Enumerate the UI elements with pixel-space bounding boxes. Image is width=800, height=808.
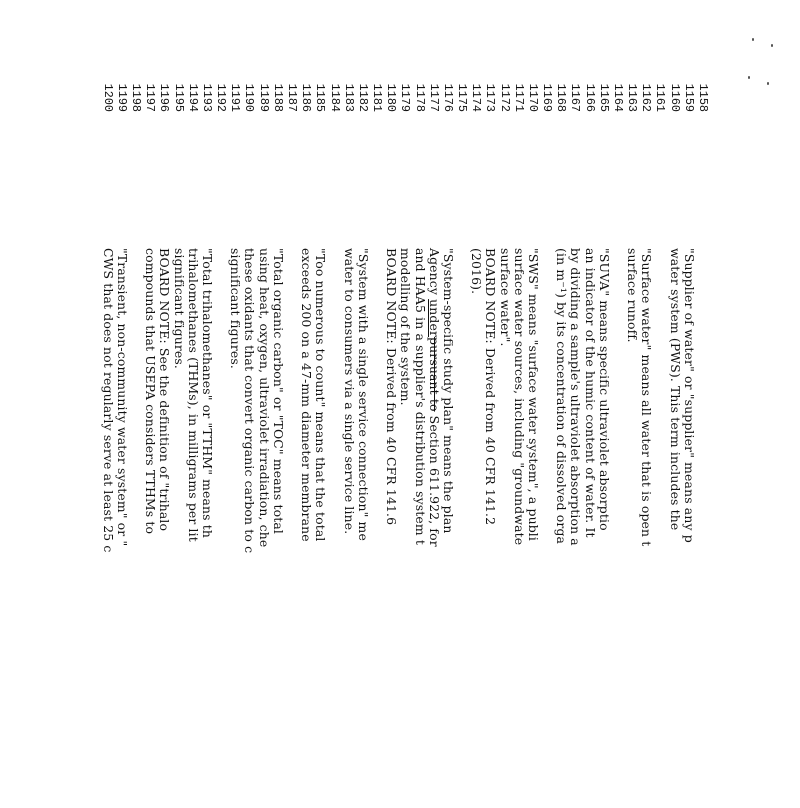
- text-line: [611, 248, 625, 808]
- text-line: significant figures.: [171, 248, 187, 369]
- text-line: compounds that USEPA considers TTHMs to: [143, 248, 159, 535]
- text-line: and HAA5 in a supplier's distribution system t: [412, 248, 428, 546]
- line-number: 1189: [256, 83, 271, 112]
- text-line: "Total trihalomethanes" or "TTHM" means th: [199, 248, 215, 539]
- line-number: 1170: [525, 83, 540, 112]
- line-number: 1194: [185, 83, 200, 112]
- line-number: 1199: [114, 83, 129, 112]
- text-line: water system (PWS). This term includes the: [667, 248, 683, 531]
- line-number: 1171: [511, 83, 526, 112]
- line-number: 1186: [299, 83, 314, 112]
- text-line: "Transient, non-community water system" or ": [114, 248, 130, 547]
- line-number: 1159: [681, 83, 696, 112]
- line-number: 1161: [653, 83, 668, 112]
- line-number: 1195: [171, 83, 186, 112]
- line-number: 1166: [582, 83, 597, 112]
- line-number: 1175: [455, 83, 470, 112]
- scan-speck: [748, 76, 750, 79]
- line-number: 1178: [412, 83, 427, 112]
- scan-speck: [767, 82, 769, 85]
- line-number: 1173: [483, 83, 498, 112]
- text-line: [214, 248, 228, 808]
- line-number: 1168: [554, 83, 569, 112]
- text-line: [370, 248, 384, 808]
- line-number: 1183: [341, 83, 356, 112]
- regulation-text: [101, 248, 710, 808]
- line-number: 1184: [327, 83, 342, 112]
- text-line: significant figures.: [228, 248, 244, 369]
- text-line: (2016).: [469, 248, 485, 295]
- text-line: water to consumers via a single service line.: [341, 248, 357, 535]
- line-number: 1174: [469, 83, 484, 112]
- text-line: "System-specific study plan" means the plan: [440, 248, 456, 534]
- text-line: [285, 248, 299, 808]
- text-line: these oxidants that convert organic carbon to c: [242, 248, 258, 554]
- deleted-text: pursuant to: [426, 337, 442, 412]
- line-number: 1197: [143, 83, 158, 112]
- text-line: an indicator of the humic content of water. It: [582, 248, 598, 538]
- text-line: [540, 248, 554, 808]
- text-line: (in m⁻¹) by its concentration of dissolved orga: [554, 248, 570, 545]
- line-number: 1187: [285, 83, 300, 112]
- inserted-text: under: [426, 299, 442, 338]
- line-number: 1164: [610, 83, 625, 112]
- line-number: 1162: [639, 83, 654, 112]
- text-line: [327, 248, 341, 808]
- text-line: [653, 248, 667, 808]
- text-line: "SWS" means "surface water system", a publi: [525, 248, 541, 542]
- line-number: 1185: [313, 83, 328, 112]
- text-line: surface water".: [497, 248, 513, 347]
- text-line: surface water sources, including "groundwate: [511, 248, 527, 546]
- line-number: 1165: [596, 83, 611, 112]
- text-line: using heat, oxygen, ultraviolet irradiation, che: [256, 248, 272, 548]
- text-line: [129, 248, 143, 808]
- text-line: BOARD NOTE: See the definition of "trihalo: [157, 248, 173, 532]
- text-line: surface runoff.: [625, 248, 641, 343]
- text-line: [696, 248, 710, 808]
- text-line: by dividing a sample's ultraviolet absorption a: [568, 248, 584, 546]
- text-run: Agency: [426, 248, 442, 300]
- scan-speck: [771, 44, 773, 47]
- line-number: 1188: [270, 83, 285, 112]
- text-line: modelling of the system.: [398, 248, 414, 406]
- text-line: BOARD NOTE: Derived from 40 CFR 141.6: [384, 248, 400, 526]
- line-number: 1180: [384, 83, 399, 112]
- text-line: "Too numerous to count" means that the total: [313, 248, 329, 542]
- text-line: "SUVA" means specific ultraviolet absorptio: [596, 248, 612, 531]
- text-line: "System with a single service connection" me: [355, 248, 371, 541]
- text-line: trihalomethanes (THMs), in milligrams per lit: [185, 248, 201, 542]
- line-number: 1177: [426, 83, 441, 112]
- line-number: 1181: [370, 83, 385, 112]
- line-number: 1193: [199, 83, 214, 112]
- line-number: 1172: [497, 83, 512, 112]
- text-line: "Total organic carbon" or "TOC" means total: [270, 248, 286, 535]
- line-number-gutter: [101, 60, 710, 112]
- line-number: 1160: [667, 83, 682, 112]
- line-number: 1179: [398, 83, 413, 112]
- line-number: 1169: [540, 83, 555, 112]
- line-number: 1192: [214, 83, 229, 112]
- text-line: [455, 248, 469, 808]
- text-line: "Supplier of water" or "supplier" means any p: [681, 248, 697, 543]
- line-number: 1176: [440, 83, 455, 112]
- line-number: 1198: [129, 83, 144, 112]
- rotated-page: [100, 60, 710, 620]
- text-line: "Surface water" means all water that is open t: [639, 248, 655, 547]
- line-number: 1158: [696, 83, 710, 112]
- text-line: [427, 248, 441, 808]
- line-number: 1167: [568, 83, 583, 112]
- line-number: 1163: [625, 83, 640, 112]
- line-number: 1190: [242, 83, 257, 112]
- text-run: Section 611.922, for: [426, 411, 442, 547]
- text-line: BOARD NOTE: Derived from 40 CFR 141.2: [483, 248, 499, 526]
- text-line: CWS that does not regularly serve at least 25 c: [100, 248, 116, 553]
- scan-speck: [752, 38, 754, 41]
- line-number: 1182: [355, 83, 370, 112]
- line-number: 1191: [228, 83, 243, 112]
- line-number: 1196: [157, 83, 172, 112]
- line-number: 1200: [100, 83, 115, 112]
- text-line: exceeds 200 on a 47-mm diameter membrane: [299, 248, 315, 542]
